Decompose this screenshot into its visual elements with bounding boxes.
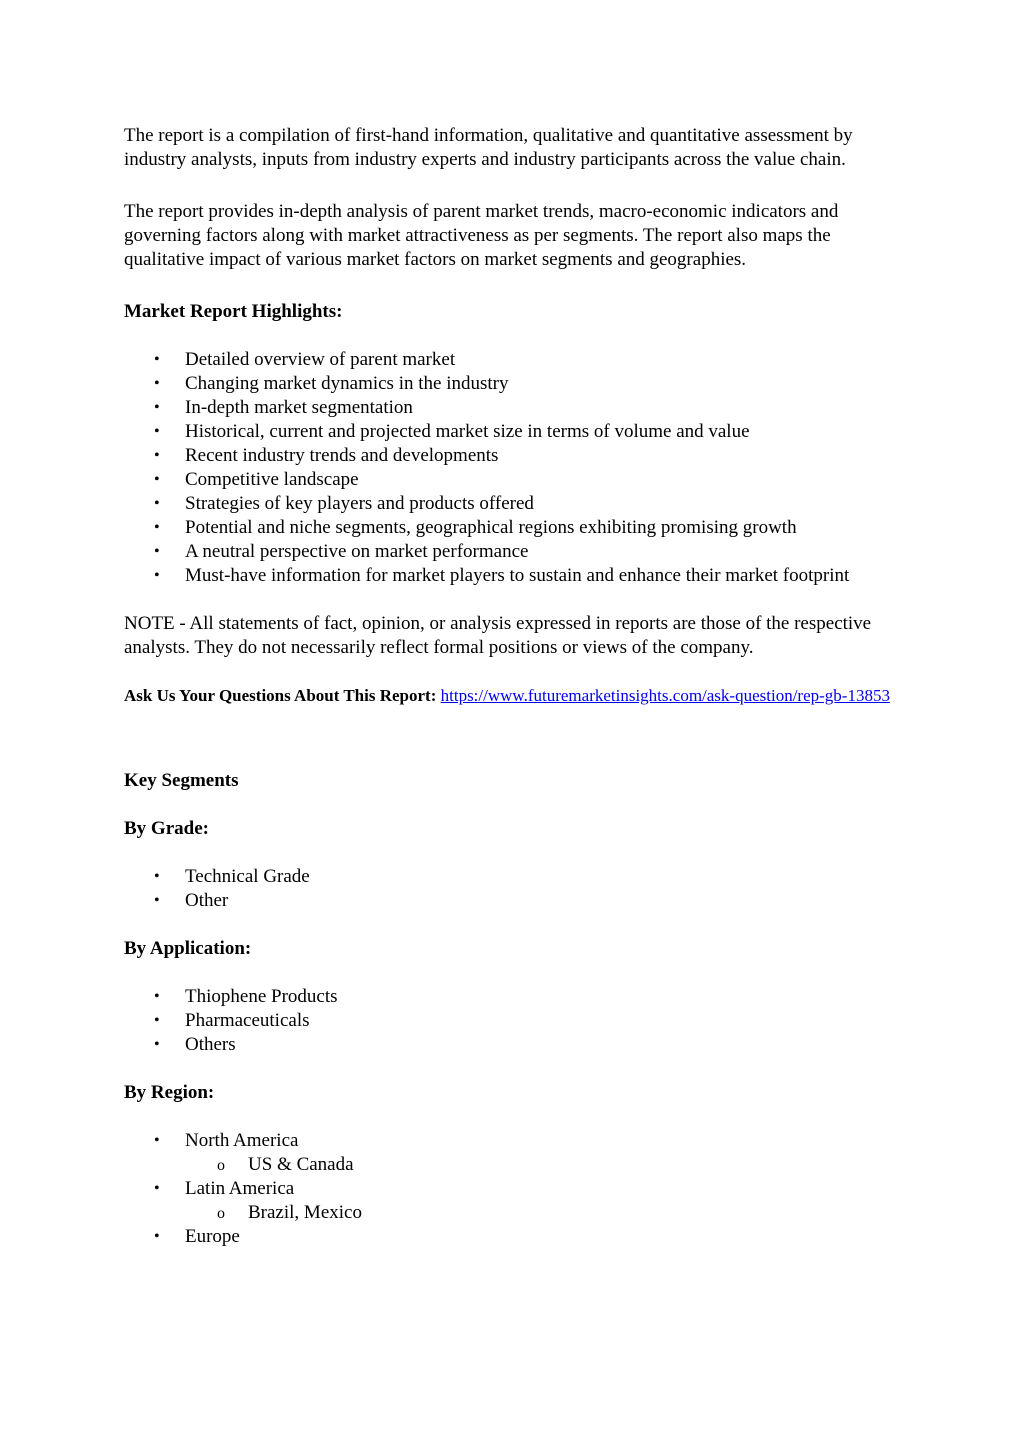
list-item xyxy=(124,1129,914,1153)
bullet-icon: • xyxy=(154,1228,160,1245)
region-list xyxy=(124,1225,914,1249)
list-item-text: Strategies of key players and products offered xyxy=(185,493,534,514)
bullet-icon: • xyxy=(154,543,160,560)
intro-paragraph-1: The report is a compilation of first-hand information, qualitative and quantitative assessment by industry analysts, inputs from industry experts and industry participants across the value chain. xyxy=(124,125,853,170)
bullet-icon: • xyxy=(154,399,160,416)
highlights-heading: Market Report Highlights: xyxy=(124,301,343,322)
bullet-icon: • xyxy=(154,471,160,488)
bullet-icon: • xyxy=(154,447,160,464)
circle-bullet-icon: o xyxy=(217,1157,225,1174)
bullet-icon: • xyxy=(154,1180,160,1197)
grade-list xyxy=(124,865,914,913)
list-item xyxy=(124,1177,914,1201)
list-item-text: Recent industry trends and developments xyxy=(185,445,499,466)
list-item-text: Detailed overview of parent market xyxy=(185,349,456,370)
list-item xyxy=(124,1009,914,1033)
ask-question-link[interactable]: https://www.futuremarketinsights.com/ask-question/rep-gb-13853 xyxy=(440,686,890,705)
bullet-icon: • xyxy=(154,1036,160,1053)
intro-paragraph-2: The report provides in-depth analysis of parent market trends, macro-economic indicators and governing factors along with market attractiveness as per segments. The report also maps the qualitative impact of various market factors on market segments and geographies. xyxy=(124,201,839,270)
list-item xyxy=(124,348,914,372)
list-item xyxy=(124,516,914,540)
bullet-icon: • xyxy=(154,1012,160,1029)
list-item xyxy=(124,889,914,913)
list-item xyxy=(124,865,914,889)
list-item xyxy=(124,420,914,444)
list-item-text: Europe xyxy=(185,1226,240,1247)
list-item-text: North America xyxy=(185,1130,299,1151)
list-item-text: Other xyxy=(185,890,229,911)
application-list xyxy=(124,985,914,1057)
bullet-icon: • xyxy=(154,351,160,368)
list-item-text: Latin America xyxy=(185,1178,295,1199)
region-sublist xyxy=(124,1201,914,1225)
bullet-icon: • xyxy=(154,423,160,440)
list-item xyxy=(124,468,914,492)
ask-questions-label: Ask Us Your Questions About This Report: xyxy=(124,686,437,705)
list-item-text: Competitive landscape xyxy=(185,469,359,490)
bullet-icon: • xyxy=(154,375,160,392)
sub-list-item-text: US & Canada xyxy=(248,1154,354,1175)
list-item-text: A neutral perspective on market performance xyxy=(185,541,529,562)
sub-list-item xyxy=(124,1201,914,1225)
region-list xyxy=(124,1129,914,1153)
list-item-text: Must-have information for market players to sustain and enhance their market footprint xyxy=(185,565,850,586)
list-item xyxy=(124,396,914,420)
ask-questions xyxy=(124,685,914,707)
bullet-icon: • xyxy=(154,495,160,512)
list-item-text: Changing market dynamics in the industry xyxy=(185,373,509,394)
key-segments-heading: Key Segments xyxy=(124,770,239,791)
list-item-text: Technical Grade xyxy=(185,866,310,887)
sub-list-item xyxy=(124,1153,914,1177)
list-item xyxy=(124,444,914,468)
bullet-icon: • xyxy=(154,892,160,909)
region-list xyxy=(124,1177,914,1201)
highlights-list xyxy=(124,348,914,588)
list-item xyxy=(124,372,914,396)
sub-list-item-text: Brazil, Mexico xyxy=(248,1202,362,1223)
list-item-text: Potential and niche segments, geographical regions exhibiting promising growth xyxy=(185,517,797,538)
bullet-icon: • xyxy=(154,567,160,584)
list-item xyxy=(124,540,914,564)
list-item-text: Pharmaceuticals xyxy=(185,1010,310,1031)
list-item-text: Thiophene Products xyxy=(185,986,338,1007)
bullet-icon: • xyxy=(154,519,160,536)
document-page xyxy=(124,124,914,1249)
by-grade-heading: By Grade: xyxy=(124,818,209,839)
list-item xyxy=(124,492,914,516)
by-region-heading: By Region: xyxy=(124,1082,215,1103)
list-item xyxy=(124,1225,914,1249)
by-application-heading: By Application: xyxy=(124,938,252,959)
list-item xyxy=(124,1033,914,1057)
list-item xyxy=(124,564,914,588)
list-item xyxy=(124,985,914,1009)
bullet-icon: • xyxy=(154,868,160,885)
list-item-text: In-depth market segmentation xyxy=(185,397,413,418)
bullet-icon: • xyxy=(154,988,160,1005)
circle-bullet-icon: o xyxy=(217,1205,225,1222)
list-item-text: Historical, current and projected market size in terms of volume and value xyxy=(185,421,750,442)
list-item-text: Others xyxy=(185,1034,236,1055)
region-sublist xyxy=(124,1153,914,1177)
note-paragraph: NOTE - All statements of fact, opinion, or analysis expressed in reports are those of the respective analysts. They do not necessarily reflect formal positions or views of the company. xyxy=(124,613,872,658)
bullet-icon: • xyxy=(154,1132,160,1149)
